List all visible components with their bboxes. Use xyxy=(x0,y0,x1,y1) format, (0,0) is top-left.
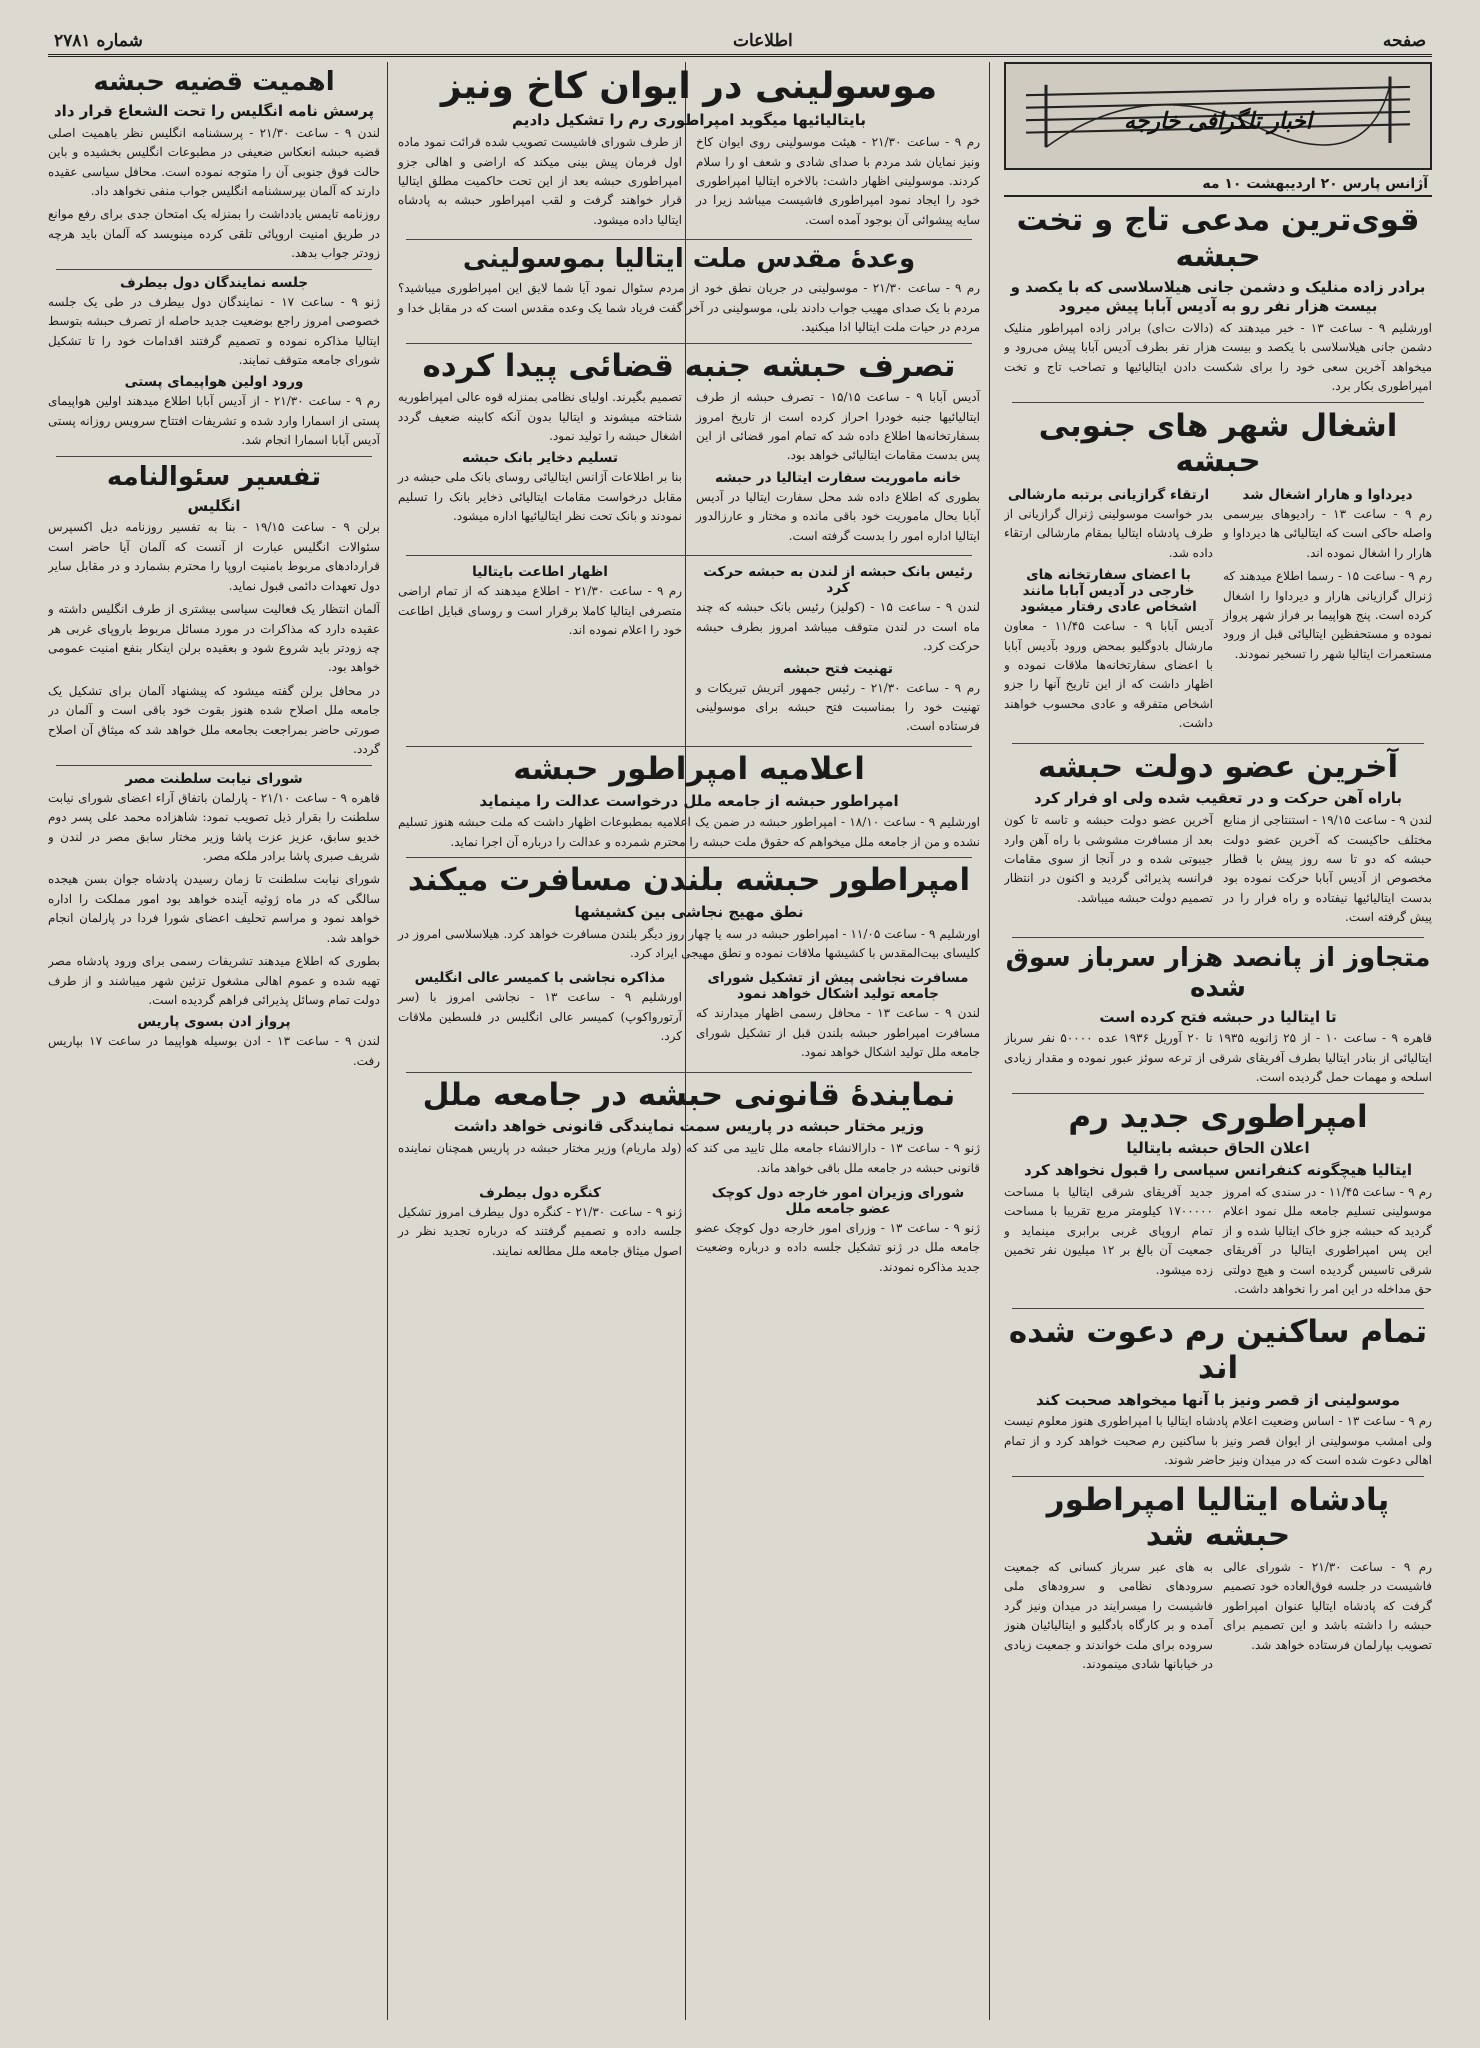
headline: اعلامیه امپراطور حبشه xyxy=(513,750,865,787)
column-1 xyxy=(1004,62,1432,2020)
telegraph-banner xyxy=(1004,62,1432,170)
subheadline: برادر زاده منلیک و دشمن جانی هیلاسلاسی که با یکصد و بیست هزار نفر رو به آدیس آبابا پیش میرود xyxy=(1010,278,1426,316)
article-body: ژنو ۹ - ساعت ۲۱/۳۰ - کنگره دول بیطرف امروز تشکیل جلسه داده و تصمیم گرفتند که درباره تجدید نظر در اصول میثاق جامعه ملل مطالعه نمایند. xyxy=(398,1204,683,1258)
article-body: قاهره ۹ - ساعت ۲۱/۱۰ - پارلمان باتفاق آراء اعضای شورای نیابت سلطنت را بقرار ذیل تصویب نمود: شاهزاده محمد علی پسر دوم خدیو سابق، عزیز عزت پاشا وزیر مختار سابق مصر در لندن و شریف صبری پاشا برادر ملکه مصر. xyxy=(48,790,380,863)
article-body: رم ۹ - ساعت ۲۱/۳۰ - شورای عالی فاشیست در جلسه فوق‌العاده خود تصمیم گرفت که پادشاه ایتالیا عنوان امپراطور حبشه را داشته باشد و این تصمیم برای تصویب بپارلمان فرستاده خواهد شد. xyxy=(1223,1560,1432,1652)
headline: متجاوز از پانصد هزار سرباز سوق شده xyxy=(1005,942,1431,1003)
subheadline: جلسه نمایندگان دول بیطرف xyxy=(119,274,309,291)
subheadline: شورای وزیران امور خارجه دول کوچک عضو جامعه ملل xyxy=(711,1184,965,1217)
subheadline: پرواز ادن بسوی پاریس xyxy=(137,1014,291,1031)
article-body: اورشلیم ۹ - ساعت ۱۳ - خبر میدهند که (دالات ت‌ای) برادر زاده امپراطور منلیک دشمن جانی هیلاسلاسی با یکصد و بیست هزار نفر بطرف آدیس آبابا پیش می‌رود و میخواهد آخرین سعی خود را برای شکست دادن ایتالیائیها و تصاحب تاج و تخت امپراطوری بکار برد. xyxy=(1004,320,1432,394)
article-body: رم ۹ - ساعت ۲۱/۳۰ - از آدیس آبابا اطلاع میدهند اولین هواپیمای پستی از اسمارا وارد شده و تشریفات افتتاح سرویس روزانه پستی آدیس آبابا اسمارا انجام شد. xyxy=(48,394,380,448)
divider xyxy=(1012,1308,1424,1309)
article-body: ژنو ۹ - ساعت ۱۷ - نمایندگان دول بیطرف در طی یک جلسه خصوصی امروز راجع بوضعیت جدید حاصله از تصرف حبشه بتوسط ایتالیا مذاکره نموده و تصمیم گرفتند اقدامات خود را تا تشکیل شورای جامعه متوقف نمایند. xyxy=(48,294,380,368)
article-body: قاهره ۹ - ساعت ۱۰ - از ۲۵ ژانویه ۱۹۳۵ تا ۲۰ آوریل ۱۹۳۶ عده ۵۰۰۰۰ نفر سرباز ایتالیائی از بنادر ایتالیا بطرف آفریقای شرقی از ترعه سوئز عبور نموده و مقدار زیادی اسلحه و مهمات حمل گردیده است. xyxy=(1004,1031,1432,1085)
divider xyxy=(56,765,372,766)
paper-name: اطلاعات xyxy=(732,31,793,51)
article-body: آدیس آبابا ۹ - ساعت ۱۱/۴۵ - معاون مارشال بادوگلیو بمحض ورود بآدیس آبابا با اعضای سفارتخانه‌ها ملاقات نموده و اظهار داشت که از این تاریخ آنها را جزو اشخاص متفرقه و عادی محسوب خواهند داشت. xyxy=(1004,619,1213,731)
subheadline: رئیس بانک حبشه از لندن به حبشه حرکت کرد xyxy=(703,564,973,597)
headline: پادشاه ایتالیا امپراطور حبشه شد xyxy=(1046,1481,1390,1554)
article-body: بدر خواست موسولینی ژنرال گرازیانی از طرف پادشاه ایتالیا بمقام مارشالی ارتقاء داده شد. xyxy=(1004,506,1213,560)
subheadline: اعلان الحاق حبشه بایتالیا xyxy=(1126,1139,1310,1158)
subheadline: بایتالیائیها میگوید امپراطوری رم را تشکیل دادیم xyxy=(512,111,866,130)
subheadline: پرسش نامه انگلیس را تحت الشعاع قرار داد xyxy=(53,101,375,120)
article-body: از طرف شورای فاشیست تصویب شده قرائت نمود ماده اول فرمان پیش بینی میکند که اراضی و اهالی جزو امپراطوری حبشه بعد از این تحت حاکمیت مطلق ایتالیا قرار خواهند گرفت و لقب امپراطور حبشه به پادشاه ایتالیا داده میشود. xyxy=(398,135,682,227)
article-body: اورشلیم ۹ - ساعت ۱۳ - نجاشی امروز با (سر آرتورواکوپ) کمیسر عالی انگلیس در فلسطین ملاقات کرد. xyxy=(398,990,683,1044)
headline: امپراطور حبشه بلندن مسافرت میکند xyxy=(407,862,971,899)
subheadline: ایتالیا هیچگونه کنفرانس سیاسی را قبول نخواهد کرد xyxy=(1024,1161,1412,1179)
subheadline: باراه آهن حرکت و در تعقیب شده ولی او فرار کرد xyxy=(1033,789,1402,808)
agency-line: آژانس پارس ۲۰ اردیبهشت ۱۰ مه xyxy=(1004,174,1432,197)
headline: وعدهٔ مقدس ملت ایتالیا بموسولینی xyxy=(462,244,916,275)
headline: تفسیر سئوالنامه xyxy=(106,461,322,492)
two-column-block xyxy=(1004,811,1432,932)
subheadline: نطق مهیج نجاشی بین کشیشها xyxy=(574,902,804,921)
divider xyxy=(56,269,372,270)
subheadline: تسلیم دخایر بانک حبشه xyxy=(462,450,618,467)
article-body: به های عبر سرباز کسانی که جمعیت سرودهای نظامی و سرودهای ملی فاشیست را میسرایند در میدان ونیز گرد آمده و بر کارگاه بادگلیو و ایتالیائیان هنوز سروده برای ملت خواندند و جمعیت زیادی در خیابانها شادی مینمودند. xyxy=(1004,1560,1213,1672)
article-body: بطوری که اطلاع میدهند تشریفات رسمی برای ورود پادشاه مصر تهیه شده و عموم اهالی مشغول تزئین شهر میباشند و از طرف دولت تمام وسائل پذیرائی فراهم گردیده است. xyxy=(48,954,380,1008)
subheadline: تهنیت فتح حبشه xyxy=(783,660,893,677)
divider xyxy=(1012,743,1424,744)
article-body: روزنامه تایمس یادداشت را بمنزله یک امتحان جدی برای رفع موانع در طریق امنیت اروپائی تلقی کرده مینویسد که آلمان باید هرچه زودتر جواب بدهد. xyxy=(48,207,380,261)
article-body: آدیس آبابا ۹ - ساعت ۱۵/۱۵ - تصرف حبشه از طرف ایتالیائیها جنبه خودرا احراز کرده است از تاریخ امروز بسفارتخانه‌ها اطلاع داده شد که تمام امور قضائی از این پس بدست مقامات ایتالیائی خواهد بود. xyxy=(696,390,980,463)
subheadline: اظهار اطاعت بایتالیا xyxy=(472,564,608,581)
divider xyxy=(1012,1476,1424,1477)
article-body: اورشلیم ۹ - ساعت ۱۱/۰۵ - امپراطور حبشه در سه یا چهار روز دیگر بلندن مسافرت خواهد کرد. هیلاسلاسی امروز در کلیسای بیت‌المقدس با کشیشها ملاقات نموده و نطق مهیجی ایراد کرد. xyxy=(398,926,980,960)
column-rule xyxy=(989,62,990,2020)
divider xyxy=(1012,402,1424,403)
article-body: در محافل برلن گفته میشود که پیشنهاد آلمان برای تشکیل یک جامعه ملل اصلاح شده هنوز بقوت خود باقی است و آلمان در صورتی حاضر بمراجعت بجامعه ملل خواهد شد که میثاق آن اصلاح گردد. xyxy=(48,683,380,757)
article-body: تصمیم بگیرند. اولیای نظامی بمنزله قوه عالی امپراطوریه شناخته میشوند و ایتالیا بدون آنکه کابینه ضعیف گردد اشغال حبشه را تولید نمود. xyxy=(398,390,682,444)
two-column-block xyxy=(1004,484,1432,738)
article-body: جدید آفریقای شرقی ایتالیا با مساحت ۱۷۰۰۰۰۰ کیلومتر مربع تقریبا با مساحت تمام اروپای غربی برابری مینماید و جمعیت آن بالغ بر ۱۲ میلیون نفر تخمین زده میشود. xyxy=(1004,1184,1213,1277)
divider xyxy=(56,456,372,457)
article-body: آخرین عضو دولت حبشه و تاسه تا کون بعد از مسافرت مشوشی با راه آهن وارد جیبوتی شده و در آنجا از سوی مقامات فرانسه پذیرائی گردید و اکنون در انتظار تصمیم دولت حبشه میباشد. xyxy=(1004,813,1213,905)
article-body: رم ۹ - ساعت ۱۱/۴۵ - در سندی که امروز موسولینی تسلیم جامعه ملل نمود اعلام گردید که حبشه جزو خاک ایتالیا شده و از این پس امپراطوری ایتالیا در آفریقای شرقی تاسیس گردیده است و هیچ دولتی حق مداخله در این امر را نخواهد داشت. xyxy=(1223,1184,1432,1296)
subheadline: کنگره دول بیطرف xyxy=(479,1184,601,1201)
headline: تمام ساکنین رم دعوت شده اند xyxy=(1008,1314,1428,1387)
headline: امپراطوری جدید رم xyxy=(1068,1098,1368,1135)
divider xyxy=(406,857,972,858)
divider xyxy=(406,1072,972,1073)
column-rule xyxy=(387,62,388,2020)
subheadline: امپراطور حبشه از جامعه ملل درخواست عدالت را مینماید xyxy=(479,791,899,810)
headline: اشغال شهر های جنوبی حبشه xyxy=(1038,407,1398,480)
article-body: لندن ۹ - ساعت ۱۳ - محافل رسمی اظهار میدارند که مسافرت امپراطور حبشه بلندن قبل از تشکیل شورای جامعه ملل تولید اشکال خواهد نمود. xyxy=(696,1006,981,1060)
article-body: بطوری که اطلاع داده شد محل سفارت ایتالیا در آدیس آبابا بحال ماموریت خود باقی مانده و مختار و عارزالدور ایتالیا اداره امور را بدست گرفته است. xyxy=(696,489,980,543)
article-body: رم ۹ - ساعت ۲۱/۳۰ - هیئت موسولینی روی ایوان کاخ ونیز نمایان شد مردم با صدای شادی و شعف او را سلام کردند. موسولینی اظهار داشت: بالاخره ایتالیا امپراطوری خود را ایجاد نمود امپراطوری فاشیست میباشد زیرا در سایه پیشوائی آن بوجود آمده است. xyxy=(696,135,981,227)
subheadline: دیرداوا و هارار اشغال شد xyxy=(1242,486,1413,503)
headline: قوی‌ترین مدعی تاج و تخت حبشه xyxy=(1016,202,1420,274)
article-body: رم ۹ - ساعت ۲۱/۳۰ - اطلاع میدهند که از تمام اراضی متصرفی ایتالیا کاملا برقرار است و روسای قبایل اطاعت خود را اعلام نموده اند. xyxy=(398,584,682,638)
issue-number: شماره ۲۷۸۱ xyxy=(54,31,143,51)
headline: نمایندهٔ قانونی حبشه در جامعه ملل xyxy=(422,1076,956,1113)
subheadline: انگلیس xyxy=(187,496,241,515)
subheadline: مذاکره نجاشی با کمیسر عالی انگلیس xyxy=(414,970,666,987)
divider xyxy=(1012,1093,1424,1094)
telegraph-wires-illustration xyxy=(1006,64,1430,168)
article-body: لندن ۹ - ساعت ۲۱/۳۰ - پرسشنامه انگلیس نظر باهمیت اصلی قضیه حبشه انعکاس ضعیفی در مطبوعات انگلیس بخشیده و باین حالت فوق جنوبی آن را متوجه نموده است. محافل سیاسی عقیده دارند که آلمان بپرسشنامه انگلیس جواب منفی نخواهد داد. xyxy=(48,125,380,198)
subheadline: مسافرت نجاشی پیش از تشکیل شورای جامعه تولید اشکال خواهد نمود xyxy=(707,970,969,1003)
article-body: لندن ۹ - ساعت ۱۹/۱۵ - استنتاجی از منابع مختلف حاکیست که آخرین عضو دولت حبشه که دو تا سه روز پیش با قطار مخصوص از آدیس آبابا حرکت نموده بود بدست ایتالیائیها نیفتاده و راه فرار را در پیش گرفته است. xyxy=(1223,813,1432,925)
article-body: لندن ۹ - ساعت ۱۵ - (کولیز) رئیس بانک حبشه که چند ماه است در لندن متوقف میباشد امروز بطرف حبشه حرکت کرد. xyxy=(696,600,981,654)
story-mussolini-balcony xyxy=(398,62,980,1281)
subheadline: خانه ماموریت سفارت ایتالیا در حبشه xyxy=(714,469,962,486)
headline: تصرف حبشه جنبه قضائی پیدا کرده xyxy=(422,347,956,384)
article-body: شورای نیابت سلطنت تا زمان رسیدن پادشاه جوان بسن هیجده سالگی که در ماه ژوئیه آینده خواهد بود امور مملکت را اداره خواهد نمود و مراسم تحلیف اعضای شورا فردا در پارلمان انجام خواهد شد. xyxy=(48,872,380,945)
article-body: رم ۹ - ساعت ۲۱/۳۰ - موسولینی در جریان نطق خود از مردم سئوال نمود آیا شما لایق این امپراطوری میباشید؟ مردم با یک صدای مهیب جواب دادند بلی، موسولینی در آخر گفت فریاد شما یک وعده مقدس است که در مقابل خدا و مردم در حیات ملت ایتالیا ادا میکنید. xyxy=(398,281,980,335)
headline: اهمیت قضیه حبشه xyxy=(93,67,335,97)
article-body: برلن ۹ - ساعت ۱۹/۱۵ - بنا به تفسیر روزنامه دیل اکسپرس سئوالات انگلیس عبارت از آنست که آلمان آیا حاضر است قراردادهای مربوط بامنیت اروپا را محترم بشمارد و در مقابل سایر دول تعهدات دائمی قبول نماید. xyxy=(48,520,380,593)
masthead xyxy=(48,28,1432,57)
article-body: رم ۹ - ساعت ۱۳ - اساس وضعیت اعلام پادشاه ایتالیا با امپراطوری هنوز معلوم نیست ولی امشب موسولینی از ایوان قصر ونیز با ساکنین رم صحبت خواهد کرد و از تمام اهالی دعوت شده است که در میدان ونیز حاضر شوند. xyxy=(1004,1414,1432,1468)
divider xyxy=(406,746,972,747)
two-column-block xyxy=(1004,1183,1432,1304)
article-body: اورشلیم ۹ - ساعت ۱۸/۱۰ - امپراطور حبشه در ضمن یک اعلامیه بمطبوعات اظهار داشت که ملت حبشه هنوز تسلیم نشده و من از جامعه ملل میخواهم که حقوق ملت حبشه را محترم شمرده و عدالت را درباره آن اجرا نماید. xyxy=(398,815,981,849)
article-body: رم ۹ - ساعت ۲۱/۳۰ - رئیس جمهور اتریش تبریکات و تهنیت خود را بمناسبت فتح حبشه برای موسولینی فرستاده است. xyxy=(696,680,981,734)
column-4 xyxy=(48,62,380,2020)
article-body: رم ۹ - ساعت ۱۳ - رادیوهای بیرسمی واصله حاکی است که ایتالیائی ها دیرداوا و هارار را اشغال نموده اند. xyxy=(1223,506,1432,560)
page-label: صفحه xyxy=(1382,31,1426,51)
divider xyxy=(1012,937,1424,938)
subheadline: موسولینی از قصر ونیز با آنها میخواهد صحبت کند xyxy=(1035,1390,1401,1409)
article-body: رم ۹ - ساعت ۱۵ - رسما اطلاع میدهند که ژنرال گرازیانی هارار و دیرداوا را اشغال کرده است. پنج هواپیما بر فراز شهر پرواز نموده و مستحفظین ایتالیائی قبل از ورود مستعمرات ایتالیا شهر را تسخیر نمودند. xyxy=(1223,569,1432,661)
subheadline: وزیر مختار حبشه در پاریس سمت نمایندگی قانونی خواهد داشت xyxy=(453,1117,925,1136)
divider xyxy=(406,555,972,556)
subheadline: ارتقاء گرازیانی برتبه مارشالی xyxy=(1007,486,1210,503)
headline: موسولینی در ایوان کاخ ونیز xyxy=(440,66,938,107)
article-body: آلمان انتظار یک فعالیت سیاسی بیشتری از طرف انگلیس داشته و عقیده دارد که مذاکرات در مورد مسائل مربوط باروپای غربی هر چه زودتر باید شروع شود و بعقیده برلن اینکار بنفع امنیت عمومی خواهد بود. xyxy=(48,602,380,675)
two-column-block xyxy=(1004,1558,1432,1679)
article-body: ژنو ۹ - ساعت ۱۳ - وزرای امور خارجه دول کوچک عضو جامعه ملل در ژنو تشکیل جلسه داده و درباره وضعیت جدید مذاکره نمودند. xyxy=(696,1220,980,1274)
divider xyxy=(406,343,972,344)
subheadline: با اعضای سفارتخانه های خارجی در آدیس آبابا مانند اشخاص عادی رفتار میشود xyxy=(1020,567,1197,616)
divider xyxy=(406,239,972,240)
article-body: ژنو ۹ - ساعت ۱۳ - دارالانشاء جامعه ملل تایید می کند که (ولد ماریام) وزیر مختار حبشه در پاریس همچنان نماینده قانونی حبشه در جامعه ملل باقی خواهد ماند. xyxy=(398,1141,981,1175)
subheadline: شورای نیابت سلطنت مصر xyxy=(125,770,303,787)
banner-title: اخبار تلگرافی خارجه xyxy=(1124,108,1312,135)
article-body: بنا بر اطلاعات آژانس ایتالیائی روسای بانک ملی حبشه در مقابل درخواست مقامات ایتالیائی ذخایر بانک را تسلیم نمودند و بانک تحت نظر ایتالیائیها اداره میشود. xyxy=(398,470,682,524)
article-body: لندن ۹ - ساعت ۱۳ - ادن بوسیله هواپیما در ساعت ۱۷ بپاریس رفت. xyxy=(48,1034,380,1068)
subheadline: تا ایتالیا در حبشه فتح کرده است xyxy=(1099,1007,1337,1026)
subheadline: ورود اولین هواپیمای پستی xyxy=(124,374,304,391)
headline: آخرین عضو دولت حبشه xyxy=(1037,748,1399,785)
